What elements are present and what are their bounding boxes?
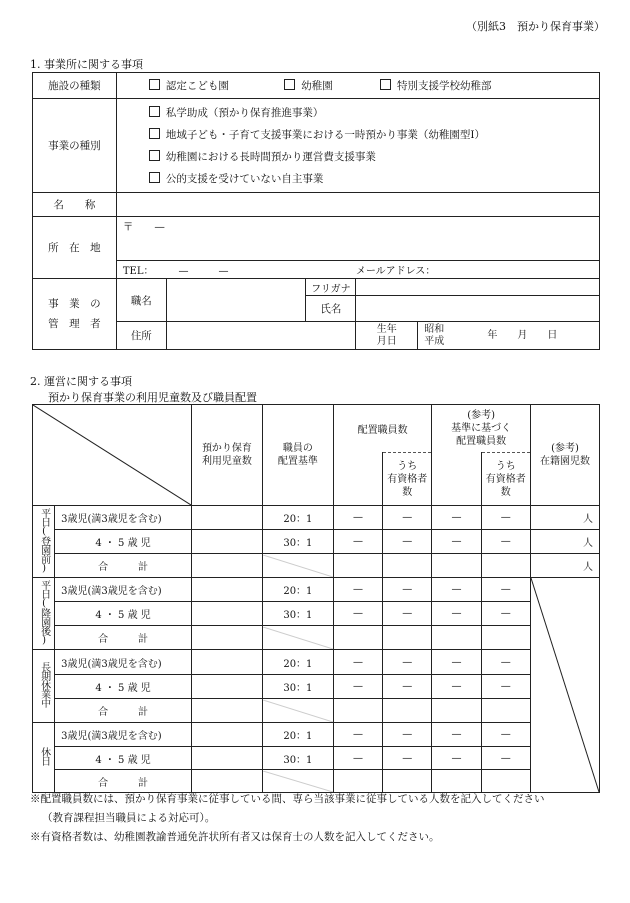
ratio-cell-empty [262, 699, 333, 723]
col-assigned-staff: 配置職員数 [333, 405, 432, 453]
tel-field[interactable]: TEL： — — [116, 261, 356, 279]
ratio-cell-empty [262, 626, 333, 650]
row-total: 合 計 [55, 699, 192, 723]
ratio-cell: 20：1 [262, 578, 333, 602]
dash-cell: — [383, 578, 432, 602]
dash-cell: — [333, 747, 382, 770]
document-reference: （別紙3 預かり保育事業） [466, 20, 605, 33]
furigana-label: フリガナ [306, 279, 356, 296]
section2-title: 2. 運営に関する事項 [30, 375, 132, 388]
ratio-cell: 20：1 [262, 650, 333, 675]
dob-field[interactable]: 昭和 平成 年 月 日 [418, 322, 600, 350]
corner-diagonal-cell [33, 405, 192, 506]
dash-cell: — [432, 602, 481, 626]
postal-code-field[interactable]: 〒 — [116, 217, 599, 261]
business-option-4[interactable]: 公的支援を受けていない自主事業 [149, 168, 599, 190]
ratio-cell: 30：1 [262, 675, 333, 699]
children-count-cell[interactable] [192, 530, 263, 554]
job-title-label: 職名 [116, 279, 166, 322]
row-total: 合 計 [55, 554, 192, 578]
dash-cell: — [383, 650, 432, 675]
row-total: 合 計 [55, 626, 192, 650]
dob-label: 生年 月日 [356, 322, 418, 350]
children-count-cell[interactable] [192, 650, 263, 675]
dash-cell: — [481, 650, 530, 675]
facility-type-label: 施設の種類 [33, 73, 117, 99]
children-count-cell[interactable] [192, 554, 263, 578]
enrolled-cell[interactable]: 人 [530, 506, 599, 530]
person-name-field[interactable] [356, 296, 600, 322]
job-title-field[interactable] [166, 279, 306, 322]
dash-cell: — [481, 723, 530, 747]
business-option-1[interactable]: 私学助成（預かり保育推進事業） [149, 102, 599, 124]
dash-cell: — [383, 602, 432, 626]
dash-cell: — [432, 723, 481, 747]
dash-cell: — [481, 602, 530, 626]
dash-cell: — [333, 675, 382, 699]
group-weekday-before: 平日(登園前) [33, 506, 55, 578]
row-total: 合 計 [55, 770, 192, 793]
note-1: ※配置職員数には、預かり保育事業に従事している間、専ら当該事業に従事している人数を記入してください [30, 793, 545, 805]
group-long-holiday: 長期休業中 [33, 650, 55, 723]
dash-cell: — [383, 675, 432, 699]
enrolled-cell[interactable]: 人 [530, 554, 599, 578]
col-children-count: 預かり保育 利用児童数 [192, 405, 263, 506]
dash-cell: — [432, 506, 481, 530]
children-count-cell[interactable] [192, 747, 263, 770]
dash-cell: — [333, 506, 382, 530]
dash-cell: — [432, 530, 481, 554]
row-3yr: 3歳児(満3歳児を含む) [55, 506, 192, 530]
dash-cell: — [383, 506, 432, 530]
note-1-cont: （教育課程担当職員による対応可）。 [42, 812, 216, 824]
dash-cell: — [481, 747, 530, 770]
col-staff-qualified: うち 有資格者 数 [383, 453, 432, 506]
business-option-2[interactable]: 地域子ども・子育て支援事業における一時預かり事業（幼稚園型Ⅰ） [149, 124, 599, 146]
ratio-cell: 30：1 [262, 747, 333, 770]
children-count-cell[interactable] [192, 626, 263, 650]
dash-cell: — [333, 578, 382, 602]
col-staff-standard: 職員の 配置基準 [262, 405, 333, 506]
dash-cell: — [481, 578, 530, 602]
dash-cell: — [432, 747, 481, 770]
ratio-cell: 20：1 [262, 506, 333, 530]
dash-cell: — [333, 602, 382, 626]
checkbox-icon [149, 150, 160, 161]
ratio-cell-empty [262, 554, 333, 578]
residence-field[interactable] [166, 322, 356, 350]
dash-cell: — [383, 747, 432, 770]
dash-cell: — [333, 650, 382, 675]
person-name-label: 氏名 [306, 296, 356, 322]
col-reference-staff: (参考) 基準に基づく 配置職員数 [432, 405, 531, 453]
enrolled-cell[interactable]: 人 [530, 530, 599, 554]
dash-cell: — [333, 723, 382, 747]
checkbox-icon [149, 172, 160, 183]
col-enrolled-children: (参考) 在籍園児数 [530, 405, 599, 506]
checkbox-icon [149, 106, 160, 117]
staffing-table [32, 404, 600, 793]
name-label: 名 称 [33, 193, 117, 217]
section1-title: 1. 事業所に関する事項 [30, 58, 143, 71]
children-count-cell[interactable] [192, 506, 263, 530]
children-count-cell[interactable] [192, 675, 263, 699]
children-count-cell[interactable] [192, 578, 263, 602]
diagonal-line [33, 405, 191, 505]
business-option-3[interactable]: 幼稚園における長時間預かり運営費支援事業 [149, 146, 599, 168]
facility-option-nintei[interactable]: 認定こども園 [149, 80, 229, 92]
row-45yr: 4 ・ 5 歳 児 [55, 530, 192, 554]
row-45yr: 4 ・ 5 歳 児 [55, 747, 192, 770]
dash-cell: — [481, 506, 530, 530]
business-type-options [116, 99, 599, 193]
furigana-field[interactable] [356, 279, 600, 296]
business-type-label: 事業の種別 [33, 99, 117, 193]
dash-cell: — [432, 675, 481, 699]
row-3yr: 3歳児(満3歳児を含む) [55, 650, 192, 675]
group-weekday-after: 平日(降園後) [33, 578, 55, 650]
note-2: ※有資格者数は、幼稚園教諭普通免許状所有者又は保育士の人数を記入してください。 [30, 831, 440, 843]
ratio-cell: 20：1 [262, 723, 333, 747]
enrolled-cell-na [530, 578, 599, 793]
address-label: 所 在 地 [33, 217, 117, 279]
children-count-cell[interactable] [192, 723, 263, 747]
manager-label: 事 業 の 管 理 者 [33, 279, 117, 350]
section2-subtitle: 預かり保育事業の利用児童数及び職員配置 [48, 391, 257, 404]
facility-option-special[interactable]: 特別支援学校幼稚部 [380, 80, 492, 92]
checkbox-icon [284, 79, 295, 90]
email-field[interactable]: メールアドレス： [356, 261, 600, 279]
checkbox-icon [149, 79, 160, 90]
dash-cell: — [333, 530, 382, 554]
dash-cell: — [383, 723, 432, 747]
dash-cell: — [432, 578, 481, 602]
row-3yr: 3歳児(満3歳児を含む) [55, 723, 192, 747]
children-count-cell[interactable] [192, 699, 263, 723]
row-45yr: 4 ・ 5 歳 児 [55, 675, 192, 699]
checkbox-icon [380, 79, 391, 90]
dash-cell: — [481, 530, 530, 554]
row-45yr: 4 ・ 5 歳 児 [55, 602, 192, 626]
dash-cell: — [383, 530, 432, 554]
ratio-cell: 30：1 [262, 530, 333, 554]
dash-cell: — [432, 650, 481, 675]
col-ref-qualified: うち 有資格者 数 [481, 453, 530, 506]
group-holiday: 休日 [33, 723, 55, 793]
name-field[interactable] [116, 193, 599, 217]
residence-label: 住所 [116, 322, 166, 350]
ratio-cell: 30：1 [262, 602, 333, 626]
facility-info-table [32, 72, 600, 350]
children-count-cell[interactable] [192, 602, 263, 626]
facility-option-kindergarten[interactable]: 幼稚園 [284, 80, 333, 92]
row-3yr: 3歳児(満3歳児を含む) [55, 578, 192, 602]
notes [30, 790, 615, 847]
facility-type-options [116, 73, 599, 99]
dash-cell: — [481, 675, 530, 699]
checkbox-icon [149, 128, 160, 139]
